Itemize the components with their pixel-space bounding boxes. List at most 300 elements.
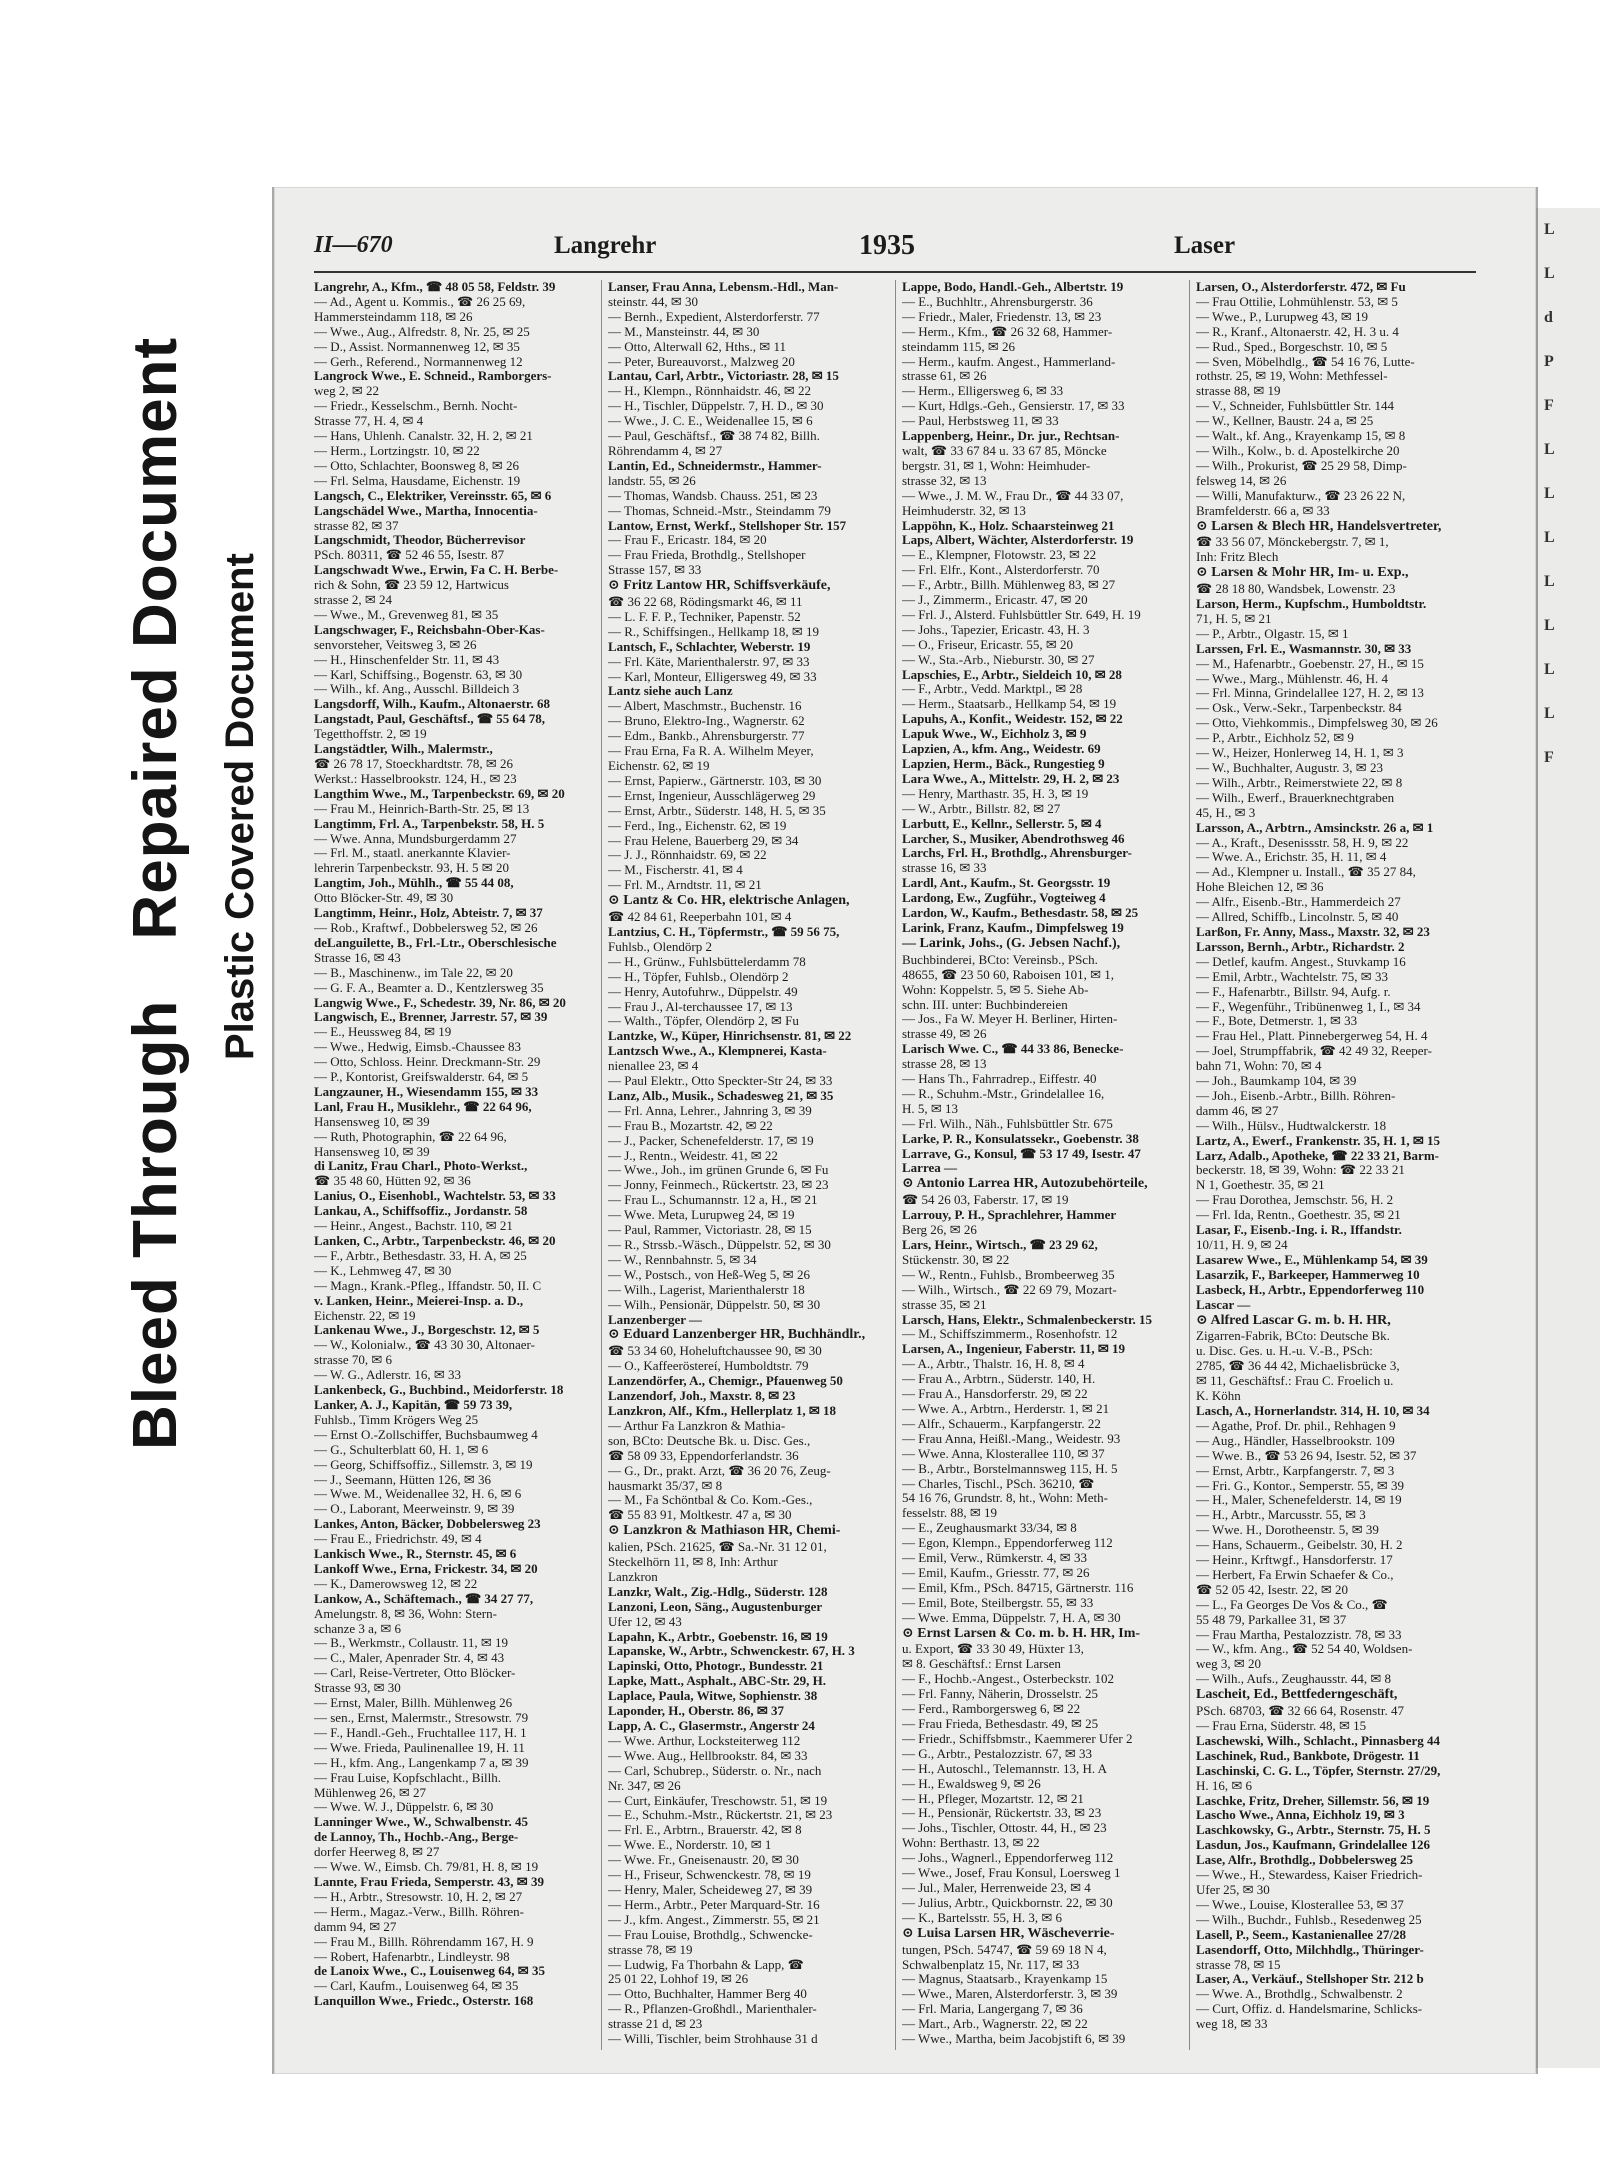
directory-entry-head: Lasell, P., Seem., Kastanienallee 27/28 [1196,1927,1407,1942]
directory-entry: — Hans, Uhlenh. Canalstr. 32, H. 2, ✉ 21 [314,429,533,444]
directory-entry: — J., Packer, Schenefelderstr. 17, ✉ 19 [608,1133,814,1148]
directory-entry: — Emil, Bote, Steilbergstr. 55, ✉ 33 [902,1595,1094,1610]
directory-entry: — Ernst, Arbtr., Süderstr. 148, H. 5, ✉ 35 [608,803,826,818]
directory-entry: strasse 16, ✉ 33 [902,861,987,876]
directory-entry: rich & Sohn, ☎ 23 59 12, Hartwicus [314,578,509,593]
directory-entry: — F., Handl.-Geh., Fruchtallee 117, H. 1 [314,1725,527,1740]
directory-entry: — Julius, Arbtr., Quickbornstr. 22, ✉ 30 [902,1895,1113,1910]
directory-entry: — W., Heizer, Honlerweg 14, H. 1, ✉ 3 [1196,746,1404,761]
directory-entry-head: Lanninger Wwe., W., Schwalbenstr. 45 [314,1815,528,1830]
directory-entry: ☎ 54 26 03, Faberstr. 17, ✉ 19 [902,1193,1069,1208]
directory-entry-head: Lapzien, Herm., Bäck., Rungestieg 9 [902,757,1105,771]
directory-entry-head: Langschmidt, Theodor, Bücherrevisor [314,533,526,548]
directory-entry: — Hans Th., Fahrradrep., Eiffestr. 40 [902,1072,1097,1087]
directory-entry: — Frl. Ida, Rentn., Goethestr. 35, ✉ 21 [1196,1208,1401,1223]
directory-entry-head: Lantin, Ed., Schneidermstr., Hammer- [608,458,822,473]
page-number: II—670 [314,232,393,258]
directory-entry: — Frl. Maria, Langergang 7, ✉ 36 [902,2002,1083,2017]
directory-column-1 [314,280,594,2050]
directory-entry: — J. J., Rönnhaidstr. 69, ✉ 22 [608,848,767,863]
directory-entry: — Heinr., Angest., Bachstr. 110, ✉ 21 [314,1219,513,1234]
directory-entry: son, BCto: Deutsche Bk. u. Disc. Ges., [608,1433,811,1448]
directory-entry: strasse 61, ✉ 26 [902,369,987,384]
directory-entry: strasse 32, ✉ 13 [902,473,987,488]
directory-entry: — Wwe. Anna, Mundsburgerdamm 27 [314,831,517,846]
directory-entry: ☎ 55 83 91, Moltkestr. 47 a, ✉ 30 [608,1508,792,1523]
directory-entry-head: Lasbeck, H., Arbtr., Eppendorferweg 110 [1196,1282,1425,1297]
directory-entry: — Osk., Verw.-Sekr., Tarpenbeckstr. 84 [1196,701,1402,716]
directory-entry-head: Langzauner, H., Wiesendamm 155, ✉ 33 [314,1084,539,1099]
scan-label-primary [120,337,191,1450]
directory-entry-head: Langsch, C., Elektriker, Vereinsstr. 65, ✉ 6 [314,488,552,503]
directory-entry: — D., Assist. Normannenweg 12, ✉ 35 [314,339,520,354]
directory-entry: — E., Klempner, Flotowstr. 23, ✉ 22 [902,548,1097,563]
directory-entry-head: Lara Wwe., A., Mittelstr. 29, H. 2, ✉ 23 [902,771,1120,786]
directory-entry: Lanzkron [608,1569,658,1584]
directory-entry-head: de Lanoix Wwe., C., Louisenweg 64, ✉ 35 [314,1964,545,1979]
directory-entry: strasse 21 d, ✉ 23 [608,2017,703,2032]
directory-entry: Otto Blöcker-Str. 49, ✉ 30 [314,891,454,906]
directory-entry: nienallee 23, ✉ 4 [608,1059,699,1074]
directory-entry: — Ernst O.-Zollschiffer, Buchsbaumweg 4 [314,1427,538,1442]
directory-entry-head: Lanquillon Wwe., Friedc., Osterstr. 168 [314,1994,534,2009]
directory-entry: — R., Kranf., Altonaerstr. 42, H. 3 u. 4 [1196,324,1399,339]
directory-entry-head: Lapahn, K., Arbtr., Goebenstr. 16, ✉ 19 [608,1629,828,1644]
directory-entry: — H., Ewaldsweg 9, ✉ 26 [902,1776,1041,1791]
directory-entry: — Magn., Krank.-Pfleg., Iffandstr. 50, II. C [314,1278,542,1293]
directory-entry-head: Larrouy, P. H., Sprachlehrer, Hammer [902,1208,1117,1223]
directory-entry-head: Lantau, Carl, Arbtr., Victoriastr. 28, ✉ 15 [608,369,839,384]
directory-entry: ☎ 58 09 33, Eppendorferlandstr. 36 [608,1448,799,1463]
directory-entry-head: Lanzendorf, Joh., Maxstr. 8, ✉ 23 [608,1389,796,1404]
year-heading: 1935 [859,230,915,261]
directory-entry-head: Lantsch, F., Schlachter, Weberstr. 19 [608,639,811,654]
directory-entry: — Paul, Herbstsweg 11, ✉ 33 [902,414,1059,429]
directory-entry: — Karl, Monteur, Elligersweg 49, ✉ 33 [608,669,817,684]
directory-entry: N 1, Goethestr. 35, ✉ 21 [1196,1178,1325,1193]
directory-entry: — Arthur Fa Lanzkron & Mathia- [608,1418,786,1433]
directory-entry: Hansensweg 10, ✉ 39 [314,1144,430,1159]
directory-entry-head: Laschinek, Rud., Bankbote, Drögestr. 11 [1196,1748,1420,1763]
directory-entry: tungen, PSch. 54747, ☎ 59 69 18 N 4, [902,1942,1107,1957]
directory-entry: — Charles, Tischl., PSch. 36210, ☎ [902,1476,1095,1491]
directory-entry: Buchbinderei, BCto: Vereinsb., PSch. [902,952,1098,967]
directory-entry: — Wwe., Maren, Alsterdorferstr. 3, ✉ 39 [902,1987,1118,2002]
directory-entry-head: Langrehr, A., Kfm., ☎ 48 05 58, Feldstr. 39 [314,280,556,294]
directory-entry: — O., Laborant, Meerweinstr. 9, ✉ 39 [314,1502,515,1517]
directory-entry: — Wwe. H., Dorotheenstr. 5, ✉ 39 [1196,1523,1379,1538]
directory-entry: — Wwe. Arthur, Locksteiterweg 112 [608,1733,801,1748]
directory-entry: ✉ 11, Geschäftsf.: Frau C. Froelich u. [1196,1374,1394,1389]
directory-entry: — Frau Hel., Platt. Pinnebergerweg 54, H. 4 [1196,1029,1428,1044]
directory-entry-head: Larink, Franz, Kaufm., Dimpfelsweg 19 [902,920,1124,935]
directory-entry: — Wwe. A., Arbtrn., Herderstr. 1, ✉ 21 [902,1401,1110,1416]
directory-entry-head: Larsen, A., Ingenieur, Faberstr. 11, ✉ 19 [902,1342,1125,1357]
next-page-mark: L [1544,485,1555,502]
directory-entry-head: Larke, P. R., Konsulatssekr., Goebenstr. 38 [902,1131,1139,1146]
directory-entry-head: Lardon, W., Kaufm., Bethesdastr. 58, ✉ 25 [902,906,1139,921]
directory-entry: — Emil, Verw., Rümkerstr. 4, ✉ 33 [902,1551,1087,1566]
directory-entry: — Emil, Arbtr., Wachtelstr. 75, ✉ 33 [1196,969,1388,984]
directory-entry: — M., Fa Schöntbal & Co. Kom.-Ges., [608,1493,813,1508]
directory-entry: — Ernst, Ingenieur, Ausschlägerweg 29 [608,788,816,803]
directory-entry: — B., Werkmstr., Collaustr. 11, ✉ 19 [314,1636,509,1651]
directory-entry-head: Lanzoni, Leon, Säng., Augustenburger [608,1599,823,1614]
next-page-mark: F [1544,397,1554,414]
directory-entry: — Herbert, Fa Erwin Schaefer & Co., [1196,1567,1394,1582]
directory-entry: — Jos., Fa W. Meyer H. Berliner, Hirten- [902,1012,1118,1027]
directory-entry: — Allred, Schiffb., Lincolnstr. 5, ✉ 40 [1196,910,1399,925]
directory-entry: — Frau Louise, Brothdlg., Schwencke- [608,1927,813,1942]
directory-entry-head: Langschwadt Wwe., Erwin, Fa C. H. Berbe- [314,563,559,578]
directory-entry: — Emil, Kfm., PSch. 84715, Gärtnerstr. 116 [902,1580,1134,1595]
directory-entry: — J., kfm. Angest., Zimmerstr. 55, ✉ 21 [608,1912,820,1927]
directory-entry-head: Laschkowsky, G., Arbtr., Sternstr. 75, H. 5 [1196,1823,1431,1838]
advertised-entry: ⊙ Eduard Lanzenberger HR, Buchhändlr., [608,1328,866,1343]
directory-entry-head: Larsson, A., Arbtrn., Amsinckstr. 26 a, ✉ 1 [1196,820,1434,835]
directory-entry: Röhrendamm 4, ✉ 27 [608,443,723,458]
directory-entry: — Joh., Eisenb.-Arbtr., Billh. Röhren- [1196,1088,1396,1103]
next-page-mark: L [1544,221,1555,238]
directory-entry: — H., Hinschenfelder Str. 11, ✉ 43 [314,652,500,667]
directory-entry: — Kurt, Hdlgs.-Geh., Gensierstr. 17, ✉ 33 [902,399,1125,414]
directory-entry: — Ferd., Ing., Eichenstr. 62, ✉ 19 [608,818,787,833]
directory-entry-head: de Lannoy, Th., Hochb.-Ang., Berge- [314,1830,519,1845]
directory-entry: — Frl. M., Arndtstr. 11, ✉ 21 [608,878,762,893]
directory-entry: Werkst.: Hasselbrookstr. 124, H., ✉ 23 [314,771,517,786]
directory-entry: — Ruth, Photographin, ☎ 22 64 96, [314,1129,507,1144]
directory-entry: — Wwe. Anna, Klosterallee 110, ✉ 37 [902,1446,1105,1461]
directory-entry: — Herm., Kfm., ☎ 26 32 68, Hammer- [902,324,1113,339]
next-page-mark: d [1544,309,1553,326]
directory-entry: strasse 2, ✉ 24 [314,593,393,608]
directory-entry: — Wwe., Joh., im grünen Grunde 6, ✉ Fu [608,1163,829,1178]
directory-entry: Eichenstr. 62, ✉ 19 [608,759,710,773]
directory-entry: — Herm., Lortzingstr. 10, ✉ 22 [314,443,480,458]
directory-entry-head: Lasarzik, F., Barkeeper, Hammerweg 10 [1196,1267,1420,1282]
directory-entry: — Wwe. M., Weidenallee 32, H. 6, ✉ 6 [314,1487,522,1502]
directory-entry: strasse 35, ✉ 21 [902,1297,987,1312]
directory-entry: — M., Mansteinstr. 44, ✉ 30 [608,324,760,339]
directory-entry: Steckelhörn 11, ✉ 8, Inh: Arthur [608,1555,778,1570]
directory-entry: — Agathe, Prof. Dr. phil., Rehhagen 9 [1196,1418,1396,1433]
directory-entry: — W., Postsch., von Heß-Weg 5, ✉ 26 [608,1267,810,1282]
directory-entry: — Frau A., Hansdorferstr. 29, ✉ 22 [902,1387,1088,1402]
directory-entry: — Wwe., Josef, Frau Konsul, Loersweg 1 [902,1866,1121,1881]
directory-entry: — Frl. E., Arbtrn., Brauerstr. 42, ✉ 8 [608,1823,802,1838]
directory-entry: Strasse 77, H. 4, ✉ 4 [314,414,424,429]
directory-entry: — Frau F., Ericastr. 184, ✉ 20 [608,533,767,548]
directory-entry: — Johs., Tapezier, Ericastr. 43, H. 3 [902,622,1090,637]
directory-entry: — Wilh., Ewerf., Brauerknechtgraben [1196,790,1395,805]
directory-entry-head: di Lanitz, Frau Charl., Photo-Werkst., [314,1159,528,1174]
directory-entry-head: Laschinski, C. G. L., Töpfer, Sternstr. 27/29, [1196,1763,1441,1778]
directory-entry: Fuhlsb., Timm Krögers Weg 25 [314,1412,479,1427]
directory-entry-head: Lantzsch Wwe., A., Klempnerei, Kasta- [608,1044,827,1059]
directory-entry: Hammersteindamm 118, ✉ 26 [314,309,473,324]
directory-entry: — H., Tischler, Düppelstr. 7, H. D., ✉ 30 [608,399,824,414]
directory-entry: — Otto, Buchhalter, Hammer Berg 40 [608,1987,807,2002]
directory-entry: — Carl, Reise-Vertreter, Otto Blöcker- [314,1666,516,1681]
directory-entry-head: Lasch, A., Hornerlandstr. 314, H. 10, ✉ 34 [1196,1403,1430,1418]
directory-entry: felsweg 14, ✉ 26 [1196,473,1287,488]
directory-entry: dorfer Heerweg 8, ✉ 27 [314,1845,440,1860]
directory-entry: — Wwe., Aug., Alfredstr. 8, Nr. 25, ✉ 25 [314,324,530,339]
directory-entry-head: Larßon, Fr. Anny, Mass., Maxstr. 32, ✉ 23 [1196,924,1430,939]
directory-entry: — Frl. Wilh., Näh., Fuhlsbüttler Str. 675 [902,1116,1113,1131]
directory-entry: — Ernst, Maler, Billh. Mühlenweg 26 [314,1696,513,1711]
directory-column-4 [1196,280,1476,2050]
directory-entry: — Frau A., Arbtrn., Süderstr. 140, H. [902,1372,1096,1387]
directory-entry: — K., Lehmweg 47, ✉ 30 [314,1263,452,1278]
directory-entry: strasse 88, ✉ 19 [1196,384,1281,399]
directory-entry: — Wwe. A., Erichstr. 35, H. 11, ✉ 4 [1196,850,1387,865]
directory-entry: — Willi, Tischler, beim Strohhause 31 d [608,2032,818,2047]
directory-entry: — Rob., Kraftwf., Dobbelersweg 52, ✉ 26 [314,920,538,935]
advertised-entry: ⊙ Fritz Lantow HR, Schiffsverkäufe, [608,579,831,594]
directory-entry-head: Lapzien, A., kfm. Ang., Weidestr. 69 [902,742,1101,757]
directory-entry: — Frau Helene, Bauerberg 29, ✉ 34 [608,833,799,848]
directory-entry: — F., Bote, Detmerstr. 1, ✉ 33 [1196,1014,1358,1029]
header-rule [314,271,1476,273]
directory-entry: — Frl. Selma, Hausdame, Eichenstr. 19 [314,473,521,488]
directory-entry: — Frl. M., staatl. anerkannte Klavier- [314,846,511,861]
directory-entry: damm 94, ✉ 27 [314,1919,397,1934]
directory-entry: damm 46, ✉ 27 [1196,1103,1279,1118]
directory-entry: — C., Maler, Apenrader Str. 4, ✉ 43 [314,1651,505,1666]
directory-entry: H. 16, ✉ 6 [1196,1778,1253,1793]
directory-entry: u. Disc. Ges. u. H.-u. V.-B., PSch: [1196,1344,1373,1359]
directory-entry: rothstr. 25, ✉ 19, Wohn: Methfessel- [1196,369,1388,384]
directory-entry-head: Larchs, Frl. H., Brothdlg., Ahrensburger- [902,846,1132,861]
directory-entry: — F., Arbtr., Billh. Mühlenweg 83, ✉ 27 [902,578,1116,593]
directory-entry: — Wwe. A., Brothdlg., Schwalbenstr. 2 [1196,1987,1403,2002]
directory-entry: — Frau L., Schumannstr. 12 a, H., ✉ 21 [608,1193,818,1208]
directory-entry: Wohn: Berthastr. 13, ✉ 22 [902,1836,1040,1851]
directory-entry: — F., Hochb.-Angest., Osterbeckstr. 102 [902,1672,1114,1687]
advertised-entry: ⊙ Lanzkron & Mathiason HR, Chemi- [608,1524,841,1539]
directory-entry: — Joh., Baumkamp 104, ✉ 39 [1196,1074,1357,1089]
directory-entry: — Henry, Marthastr. 35, H. 3, ✉ 19 [902,786,1089,801]
directory-entry: strasse 49, ✉ 26 [902,1027,987,1042]
directory-entry: — Wilh., kf. Ang., Ausschl. Billdeich 3 [314,682,520,697]
directory-entry: ☎ 33 56 07, Mönckebergstr. 7, ✉ 1, [1196,535,1389,550]
directory-entry: — O., Friseur, Ericastr. 55, ✉ 20 [902,637,1074,652]
directory-entry: weg 2, ✉ 22 [314,384,380,399]
directory-entry: — Frau B., Mozartstr. 42, ✉ 22 [608,1118,773,1133]
directory-entry: — Edm., Bankb., Ahrensburgerstr. 77 [608,729,805,744]
directory-entry: strasse 70, ✉ 6 [314,1353,393,1368]
directory-entry-head: Lappenberg, Heinr., Dr. jur., Rechtsan- [902,429,1120,444]
directory-entry: — Ernst, Papierw., Gärtnerstr. 103, ✉ 30 [608,773,822,788]
directory-entry: — G., Dr., prakt. Arzt, ☎ 36 20 76, Zeug- [608,1463,831,1478]
directory-entry: Hansensweg 10, ✉ 39 [314,1114,430,1129]
directory-entry-head: Langstadt, Paul, Geschäftsf., ☎ 55 64 78, [314,712,546,727]
directory-entry: — Johs., Tischler, Ottostr. 44, H., ✉ 23 [902,1821,1107,1836]
directory-entry: — Ferd., Ramborgersweg 6, ✉ 22 [902,1702,1081,1717]
directory-entry: ☎ 52 05 42, Isestr. 22, ✉ 20 [1196,1582,1349,1597]
directory-entry: schn. III. unter: Buchbindereien [902,997,1068,1012]
directory-entry: — F., Wegenführ., Tribünenweg 1, I., ✉ 34 [1196,999,1421,1014]
directory-entry: — Herm., Elligersweg 6, ✉ 33 [902,384,1064,399]
directory-entry-head: Larsch, Hans, Elektr., Schmalenbeckerstr. 15 [902,1312,1153,1327]
directory-entry: 48655, ☎ 23 50 60, Raboisen 101, ✉ 1, [902,967,1114,982]
directory-entry-head: Lankenbeck, G., Buchbind., Meidorferstr. 18 [314,1383,564,1398]
next-page-mark: L [1544,705,1555,722]
directory-entry: — Frl. Käte, Marienthalerstr. 97, ✉ 33 [608,654,810,669]
directory-entry: — Jul., Maler, Herrenweide 23, ✉ 4 [902,1880,1091,1895]
directory-entry: weg 3, ✉ 20 [1196,1657,1262,1672]
directory-entry: — Bruno, Elektro-Ing., Wagnerstr. 62 [608,714,805,729]
directory-entry-head: Lars, Heinr., Wirtsch., ☎ 23 29 62, [902,1238,1098,1252]
directory-entry: — Frau M., Billh. Röhrendamm 167, H. 9 [314,1934,534,1949]
directory-entry: Stückenstr. 30, ✉ 22 [902,1252,1010,1267]
directory-entry: — K., Bartelsstr. 55, H. 3, ✉ 6 [902,1910,1063,1925]
directory-entry: — Detlef, kaufm. Angest., Stuvkamp 16 [1196,954,1406,969]
next-page-mark: F [1544,749,1554,766]
directory-entry: — Otto, Viehkommis., Dimpfelsweg 30, ✉ 26 [1196,716,1438,731]
directory-entry: Amelungstr. 8, ✉ 36, Wohn: Stern- [314,1606,497,1621]
directory-entry: 25 01 22, Lohhof 19, ✉ 26 [608,1972,749,1987]
directory-entry: PSch. 68703, ☎ 32 66 64, Rosenstr. 47 [1196,1704,1404,1719]
directory-entry: — Egon, Klempn., Eppendorferweg 112 [902,1536,1113,1551]
directory-entry: Wohn: Koppelstr. 5, ✉ 5. Siehe Ab- [902,982,1089,997]
directory-entry: 2785, ☎ 36 44 42, Michaelisbrücke 3, [1196,1359,1400,1374]
directory-entry: Strasse 93, ✉ 30 [314,1681,401,1696]
directory-entry-head: Langtimm, Heinr., Holz, Abteistr. 7, ✉ 37 [314,906,543,921]
directory-entry: — Friedr., Maler, Friedenstr. 13, ✉ 23 [902,309,1102,324]
directory-entry: — Frl. Elfr., Kont., Alsterdorferstr. 70 [902,563,1100,578]
directory-entry: steinstr. 44, ✉ 30 [608,294,698,309]
directory-entry: — P., Arbtr., Olgastr. 15, ✉ 1 [1196,626,1349,641]
directory-entry-head: Larcher, S., Musiker, Abendrothsweg 46 [902,831,1125,846]
directory-entry: — Wwe. B., ☎ 53 26 94, Isestr. 52, ✉ 37 [1196,1448,1417,1463]
next-page-edge [1536,208,1600,2068]
directory-entry: hausmarkt 35/37, ✉ 8 [608,1478,723,1493]
directory-entry-head: Lasendorff, Otto, Milchhdlg., Thüringer- [1196,1942,1424,1957]
directory-entry: — Otto, Schloss. Heinr. Dreckmann-Str. 29 [314,1055,541,1070]
directory-entry: — J., Seemann, Hütten 126, ✉ 36 [314,1472,491,1487]
directory-entry-head: Lanius, O., Eisenhobl., Wachtelstr. 53, ✉ 33 [314,1189,556,1204]
advertised-entry: ⊙ Ernst Larsen & Co. m. b. H. HR, Im- [902,1626,1141,1641]
advertised-entry: ⊙ Larsen & Mohr HR, Im- u. Exp., [1196,566,1409,581]
directory-entry: — Herm., kaufm. Angest., Hammerland- [902,354,1116,369]
directory-entry-head: Lankes, Anton, Bäcker, Dobbelersweg 23 [314,1517,541,1532]
directory-entry: — Wilh., Lagerist, Marienthalerstr 18 [608,1282,805,1297]
directory-entry-head: Lapschies, E., Arbtr., Sieldeich 10, ✉ 28 [902,667,1122,682]
directory-entry: — Herm., Arbtr., Peter Marquard-Str. 16 [608,1897,820,1912]
directory-entry: — R., Schiffsingen., Hellkamp 18, ✉ 19 [608,624,820,639]
directory-entry: — G., Arbtr., Pestalozzistr. 67, ✉ 33 [902,1746,1092,1761]
directory-entry: — Wwe., Hedwig, Eimsb.-Chaussee 83 [314,1040,522,1055]
directory-entry: — E., Buchhltr., Ahrensburgerstr. 36 [902,294,1093,309]
directory-entry-head: Laps, Albert, Wächter, Alsterdorferstr. 19 [902,533,1134,548]
directory-entry: — sen., Ernst, Malermstr., Stresowstr. 79 [314,1711,529,1725]
directory-entry: 55 48 79, Parkallee 31, ✉ 37 [1196,1612,1347,1627]
directory-entry: — Wwe. Frieda, Paulinenallee 19, H. 11 [314,1740,525,1755]
directory-entry: — W., kfm. Ang., ☎ 52 54 40, Woldsen- [1196,1642,1413,1657]
directory-entry-head: Lanzkron, Alf., Kfm., Hellerplatz 1, ✉ 18 [608,1403,837,1418]
directory-entry: Strasse 157, ✉ 33 [608,563,702,578]
directory-entry: — J., Rentn., Weidestr. 41, ✉ 22 [608,1148,778,1163]
directory-entry: — Emil, Kaufm., Griesstr. 77, ✉ 26 [902,1565,1090,1580]
directory-entry: — Frl. Fanny, Näherin, Drosselstr. 25 [902,1687,1098,1702]
directory-entry: — Paul, Rammer, Victoriastr. 28, ✉ 15 [608,1223,812,1238]
directory-entry: — H., kfm. Ang., Langenkamp 7 a, ✉ 39 [314,1755,529,1770]
page-header [314,232,1476,274]
advertised-entry: ⊙ Larsen & Blech HR, Handelsvertreter, [1196,519,1442,534]
directory-entry: strasse 28, ✉ 13 [902,1057,987,1072]
directory-entry: — F., Arbtr., Vedd. Marktpl., ✉ 28 [902,682,1083,697]
directory-entry: — Albert, Maschmstr., Buchenstr. 16 [608,699,802,714]
directory-entry: — Otto, Schlachter, Boonsweg 8, ✉ 26 [314,458,519,473]
directory-entry: bergstr. 31, ✉ 1, Wohn: Heimhuder- [902,458,1091,473]
directory-entry: — Wwe., J. M. W., Frau Dr., ☎ 44 33 07, [902,488,1124,503]
directory-entry: — Mart., Arb., Wagnerstr. 22, ✉ 22 [902,2017,1088,2032]
directory-entry: H. 5, ✉ 13 [902,1101,959,1116]
column-divider [1189,280,1190,2050]
directory-entry: — Friedr., Kesselschm., Bernh. Nocht- [314,399,518,414]
directory-entry-head: Lascho Wwe., Anna, Eichholz 19, ✉ 3 [1196,1808,1405,1823]
directory-entry: — Frau Frieda, Brothdlg., Stellshoper [608,548,806,563]
directory-entry-head: Larsson, Bernh., Arbtr., Richardstr. 2 [1196,939,1405,954]
directory-entry-head: Lanl, Frau H., Musiklehr., ☎ 22 64 96, [314,1099,532,1114]
directory-entry-head: Laponder, H., Oberstr. 86, ✉ 37 [608,1704,785,1719]
directory-entry: — Frau Frieda, Bethesdastr. 49, ✉ 25 [902,1717,1099,1731]
directory-entry: — Frau J., Al-terchaussee 17, ✉ 13 [608,999,793,1014]
directory-column-3 [902,280,1182,2050]
directory-entry: Ufer 25, ✉ 30 [1196,1882,1270,1897]
directory-entry-head: Lannte, Frau Frieda, Semperstr. 43, ✉ 39 [314,1874,544,1889]
directory-entry: — W., Kolonialw., ☎ 43 30 30, Altonaer- [314,1338,535,1353]
directory-entry: — E., Heussweg 84, ✉ 19 [314,1025,452,1040]
directory-entry: — Alfr., Eisenb.-Btr., Hammerdeich 27 [1196,895,1401,910]
directory-entry: — H., Pensionär, Rückertstr. 33, ✉ 23 [902,1806,1102,1821]
directory-entry: — R., Schuhm.-Mstr., Grindelallee 16, [902,1086,1105,1101]
directory-entry: beckerstr. 18, ✉ 39, Wohn: ☎ 22 33 21 [1196,1163,1405,1178]
directory-entry: — F., Arbtr., Bethesdastr. 33, H. A, ✉ 25 [314,1248,527,1263]
directory-entry: — Otto, Alterwall 62, Hths., ✉ 11 [608,339,786,354]
next-page-mark: P [1544,353,1554,370]
directory-entry: — Fri. G., Kontor., Semperstr. 55, ✉ 39 [1196,1478,1405,1493]
directory-entry: — Henry, Maler, Scheideweg 27, ✉ 39 [608,1882,813,1897]
directory-column-2 [608,280,888,2050]
advertised-entry: — Larink, Johs., (G. Jebsen Nachf.), [902,936,1121,951]
directory-entry-head: Lanken, C., Arbtr., Tarpenbeckstr. 46, ✉ 20 [314,1234,556,1248]
directory-entry: landstr. 55, ✉ 26 [608,473,696,488]
directory-entry-head: Langschwager, F., Reichsbahn-Ober-Kas- [314,622,545,637]
directory-entry: — Frl. J., Alsterd. Fuhlsbüttler Str. 649, H. 19 [902,607,1141,622]
directory-entry: — F., Hafenarbtr., Billstr. 94, Aufg. r. [1196,984,1391,999]
directory-columns [314,280,1476,2050]
directory-entry: walt, ☎ 33 67 84 u. 33 67 85, Mönckе [902,443,1107,458]
directory-entry: schanze 3 a, ✉ 6 [314,1621,402,1636]
directory-entry-head: Laschke, Fritz, Dreher, Sillemstr. 56, ✉ 19 [1196,1793,1430,1808]
directory-entry: — Thomas, Wandsb. Chauss. 251, ✉ 23 [608,488,818,503]
directory-entry: — Karl, Schiffsing., Bogenstr. 63, ✉ 30 [314,667,523,682]
directory-entry-head: Larz, Adalb., Apotheke, ☎ 22 33 21, Barm- [1196,1148,1439,1163]
directory-entry: Fuhlsb., Olendörp 2 [608,939,712,954]
directory-entry: — Frl. Anna, Lehrer., Jahnring 3, ✉ 39 [608,1103,812,1118]
directory-entry: Heimhuderstr. 32, ✉ 13 [902,503,1026,518]
directory-entry-head: Lasarew Wwe., E., Mühlenkamp 54, ✉ 39 [1196,1252,1428,1267]
directory-entry-head: Larrea — [902,1161,957,1176]
directory-entry-head: Laplace, Paula, Witwe, Sophienstr. 38 [608,1689,818,1704]
directory-entry-head: Lappe, Bodo, Handl.-Geh., Albertstr. 19 [902,280,1124,294]
directory-entry: — Alfr., Schauerm., Karpfangerstr. 22 [902,1416,1101,1431]
directory-entry: — W., Rentn., Fuhlsb., Brombeerweg 35 [902,1267,1115,1282]
directory-entry: — Paul Elektr., Otto Speckter-Str 24, ✉ 33 [608,1074,833,1089]
